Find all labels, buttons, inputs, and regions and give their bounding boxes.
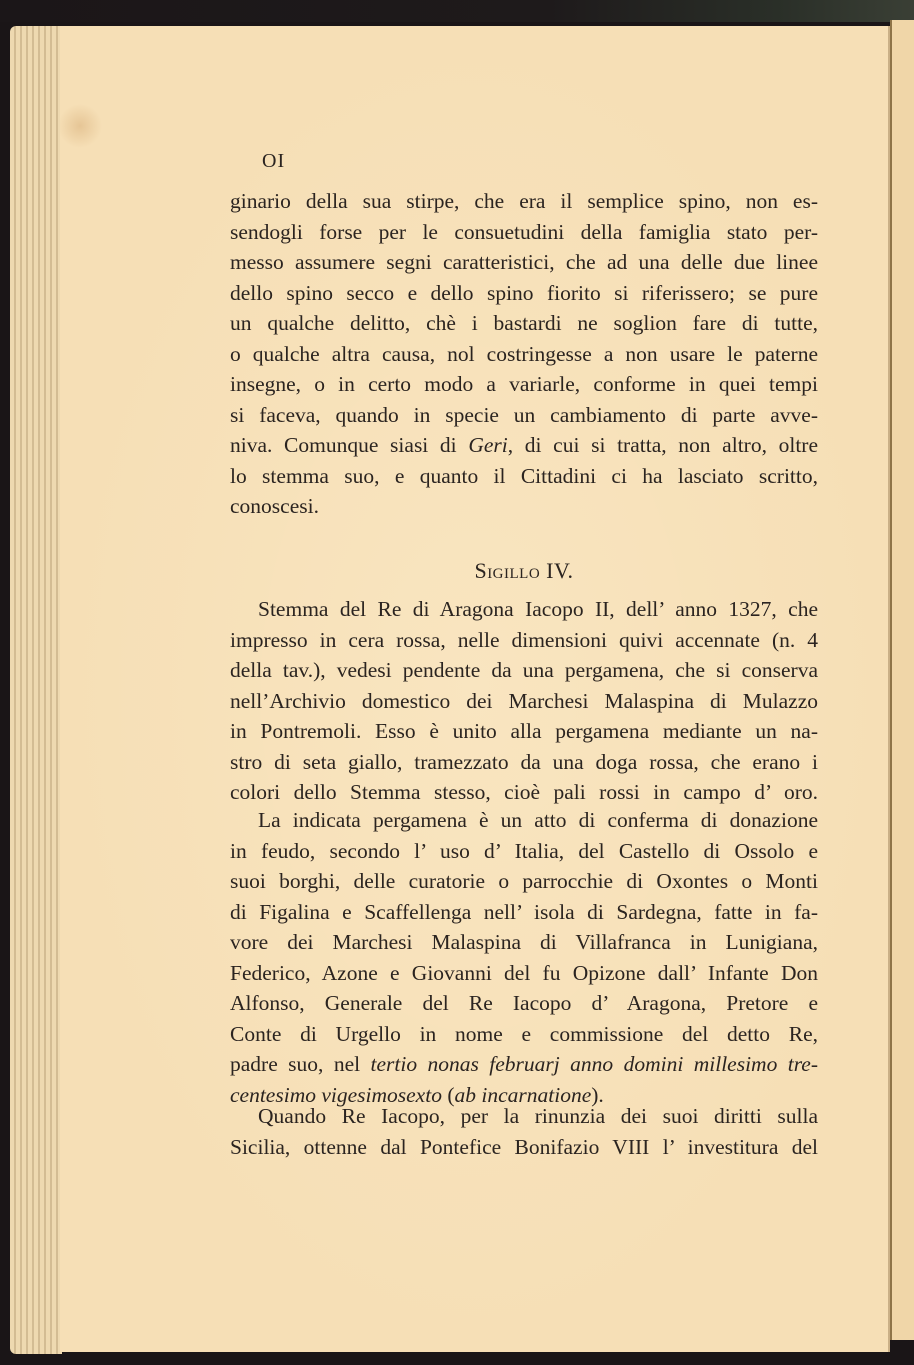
text-segment: , di cui si tratta, non altro, oltre xyxy=(507,433,819,457)
text-line: insegne, o in certo modo a variarle, conforme in quei tempi xyxy=(230,372,818,396)
text-line: Federico, Azone e Giovanni del fu Opizone dall’ Infante Don xyxy=(230,960,818,985)
text-segment: padre suo, nel xyxy=(230,1052,371,1076)
text-line: colori dello Stemma stesso, cioè pali rossi in campo d’ oro. xyxy=(230,780,818,804)
latin-date-text: tertio nonas februarj anno domini millesimo tre- xyxy=(370,1052,818,1076)
text-line: Conte di Urgello in nome e commissione del detto Re, xyxy=(230,1021,818,1046)
paragraph-2 xyxy=(230,594,818,808)
adjacent-page-edge xyxy=(890,20,914,1340)
section-heading: Sigillo IV. xyxy=(474,558,574,583)
text-line: Alfonso, Generale del Re Iacopo d’ Aragona, Pretore e xyxy=(230,991,818,1015)
text-line: suoi borghi, delle curatorie o parrocchie di Oxontes o Monti xyxy=(230,869,818,893)
text-line: della tav.), vedesi pendente da una pergamena, che si conserva xyxy=(230,658,818,682)
text-segment: ( xyxy=(441,1082,455,1107)
paragraph-3 xyxy=(230,805,818,1110)
text-line: stro di seta giallo, tramezzato da una doga rossa, che erano i xyxy=(230,749,818,774)
text-line: ginario della sua stirpe, che era il semplice spino, non es- xyxy=(230,189,818,213)
text-line: dello spino secco e dello spino fiorito si riferissero; se pure xyxy=(230,280,818,305)
text-line: in feudo, secondo l’ uso d’ Italia, del Castello di Ossolo e xyxy=(230,838,818,863)
text-line: o qualche altra causa, nol costringesse a non usare le paterne xyxy=(230,341,818,366)
latin-phrase: ab incarnatione xyxy=(454,1082,592,1107)
text-line: conoscesi. xyxy=(230,494,319,518)
text-line: lo stemma suo, e quanto il Cittadini ci ha lasciato scritto, xyxy=(230,463,818,488)
text-line: impresso in cera rossa, nelle dimensioni quivi accennate (n. 4 xyxy=(230,627,818,652)
paragraph-4 xyxy=(230,1101,818,1162)
text-segment: niva. Comunque siasi di xyxy=(230,433,469,457)
text-line: si faceva, quando in specie un cambiamento di parte avve- xyxy=(230,402,818,427)
section xyxy=(230,536,818,586)
text-line: Sicilia, ottenne dal Pontefice Bonifazio VIII l’ investitura del xyxy=(230,1134,818,1159)
text-line: di Figalina e Scaffellenga nell’ isola di Sardegna, fatte in fa- xyxy=(230,899,818,924)
text-line: un qualche delitto, chè i bastardi ne soglion fare di tutte, xyxy=(230,311,818,335)
text-segment: ). xyxy=(591,1082,604,1107)
scan-top-strip xyxy=(0,0,914,22)
italic-name: Geri xyxy=(468,433,508,457)
text-line xyxy=(230,1049,818,1080)
text-line: in Pontremoli. Esso è unito alla pergamena mediante un na- xyxy=(230,719,818,743)
text-line: messo assumere segni caratteristici, che ad una delle due linee xyxy=(230,250,818,274)
page-stack-edges xyxy=(10,26,62,1354)
text-line: Stemma del Re di Aragona Iacopo II, dell’ anno 1327, che xyxy=(258,597,818,621)
paragraph-1 xyxy=(230,186,818,522)
text-line xyxy=(230,430,818,461)
text-line: vore dei Marchesi Malaspina di Villafranca in Lunigiana, xyxy=(230,930,818,954)
latin-date-text: centesimo vigesimosexto xyxy=(230,1082,442,1107)
text-line: La indicata pergamena è un atto di conferma di donazione xyxy=(258,808,818,832)
text-line: sendogli forse per le consuetudini della famiglia stato per- xyxy=(230,219,818,244)
page-number: OI xyxy=(262,150,286,172)
text-line: nell’Archivio domestico dei Marchesi Malaspina di Mulazzo xyxy=(230,688,818,713)
text-line: Quando Re Iacopo, per la rinunzia dei suoi diritti sulla xyxy=(258,1104,818,1128)
